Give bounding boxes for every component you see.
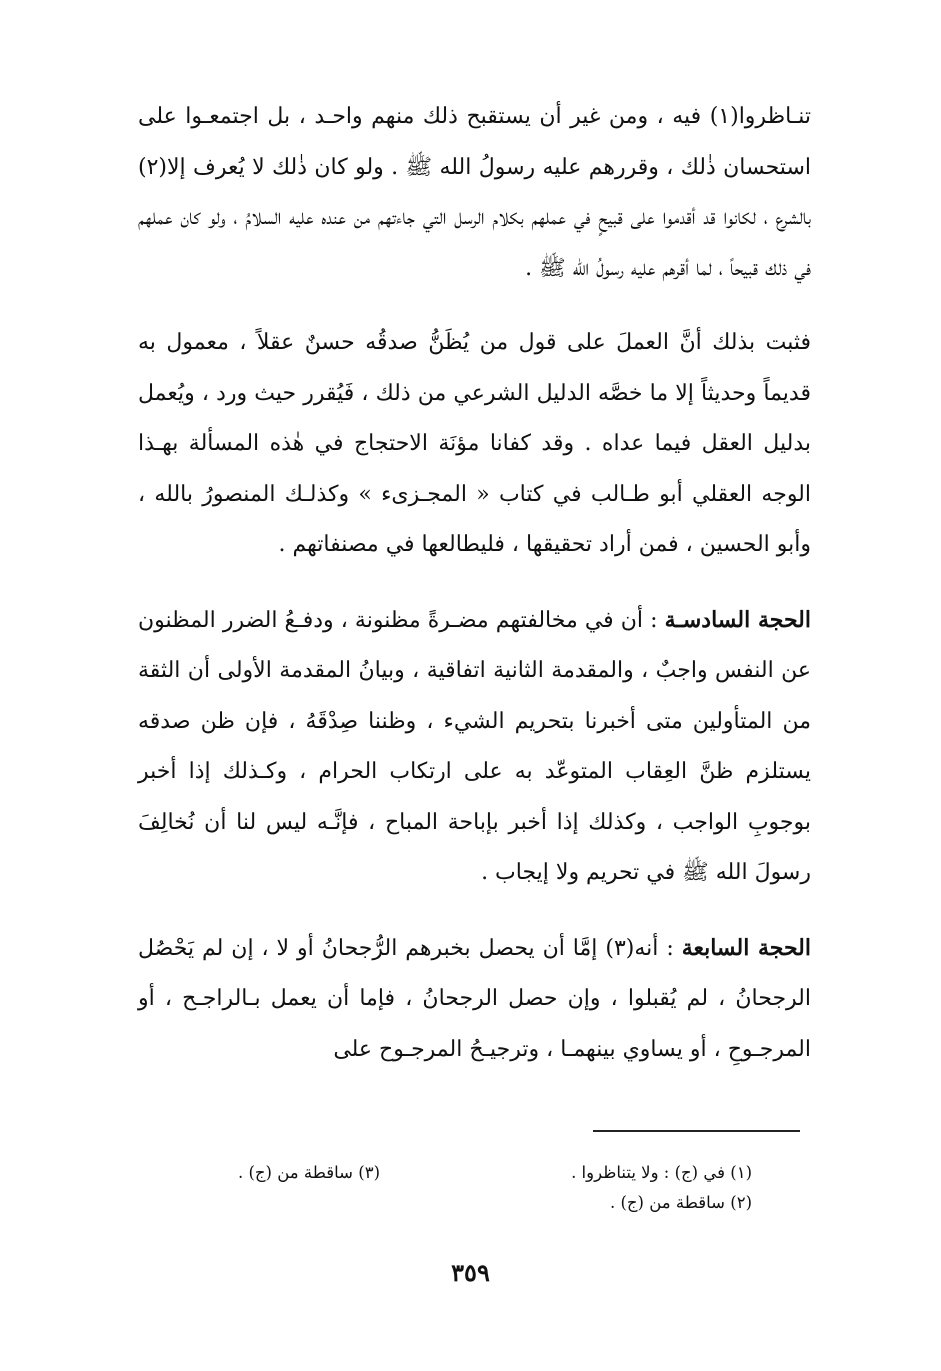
page-number: ٣٥٩ xyxy=(451,1258,490,1287)
footnote-1: (١) في (ج) : ولا يتناظروا . xyxy=(571,1163,752,1182)
paragraph-3 xyxy=(138,595,811,899)
paragraph-2-text: فثبت بذلك أنَّ العملَ على قول من يُظَنُّ صدقُه حسنٌ عقلاً ، معمول به قديماً وحديثاً إلا ما خصَّه الدليل الشرعي من ذلك ، فَيُقرر حيث ورد ، ويُعمل بدليل العقل فيما عداه . وقد كفانا مؤنَة الاحتجاج في هٰذه المسألة بهـذا الوجه العقلي أبو طـالب في كتاب « المجـزىء » وكذلـك المنصورُ بالله ، وأبو الحسين ، فمن أراد تحقيقها ، فليطالعها في مصنفاتهم . xyxy=(138,330,811,557)
paragraph-1-text: تنـاظروا(١) فيه ، ومن غير أن يستقبح ذلك منهم واحـد ، بل اجتمعـوا على استحسان ذٰلك ، وقررهم عليه رسولُ الله ﷺ . ولو كان ذٰلك لا يُعرف إلا(٢) بالشرع ، لكانوا قد أقدموا على قبيحٍ في عملهم بكلام الرسل التي جاءتهم من عنده عليه السلامُ ، ولو كان عملهم في ذلك قبيحاً ، لما أقرهم عليه رسولُ الله ﷺ . xyxy=(138,104,811,281)
paragraph-1 xyxy=(138,92,811,294)
footnotes-left-column xyxy=(180,1158,380,1188)
paragraph-4 xyxy=(138,923,811,1076)
footnote-2: (٢) ساقطة من (ج) . xyxy=(609,1193,752,1212)
paragraph-4-heading: الحجة السابعة xyxy=(681,934,811,961)
footnote-divider xyxy=(593,1130,800,1132)
main-text xyxy=(138,92,811,1075)
paragraph-4-text: : أنه(٣) إمَّا أن يحصل بخبرهم الرُّجحانُ أو لا ، إن لم يَحْصُل الرجحانُ ، لم يُقبلوا ، وإن حصل الرجحانُ ، فإما أن يعمل بـالراجـح ، أو المرجـوحِ ، أو يساوي بينهمـا ، وترجيـحُ المرجـوح على xyxy=(138,935,811,1062)
paragraph-2 xyxy=(138,318,811,571)
footnotes-right-column xyxy=(452,1158,752,1218)
paragraph-3-text: : أن في مخالفتهم مضـرةً مظنونة ، ودفـعُ الضرر المظنون عن النفس واجبٌ ، والمقدمة الثانية اتفاقية ، وبيانُ المقدمة الأولى أن الثقة من المتأولين متى أخبرنا بتحريم الشيء ، وظننا صِدْقَهُ ، فإن ظن صدقه يستلزم ظنَّ العِقاب المتوعّد به على ارتكاب الحرام ، وكـذلك إذا أخبر بوجوبِ الواجب ، وكذلك إذا أخبر بإباحة المباح ، فإنَّـه ليس لنا أن نُخالِفَ رسولَ الله ﷺ في تحريم ولا إيجاب . xyxy=(138,607,811,885)
paragraph-3-heading: الحجة السادسـة xyxy=(664,606,811,633)
footnote-3: (٣) ساقطة من (ج) . xyxy=(237,1163,380,1182)
